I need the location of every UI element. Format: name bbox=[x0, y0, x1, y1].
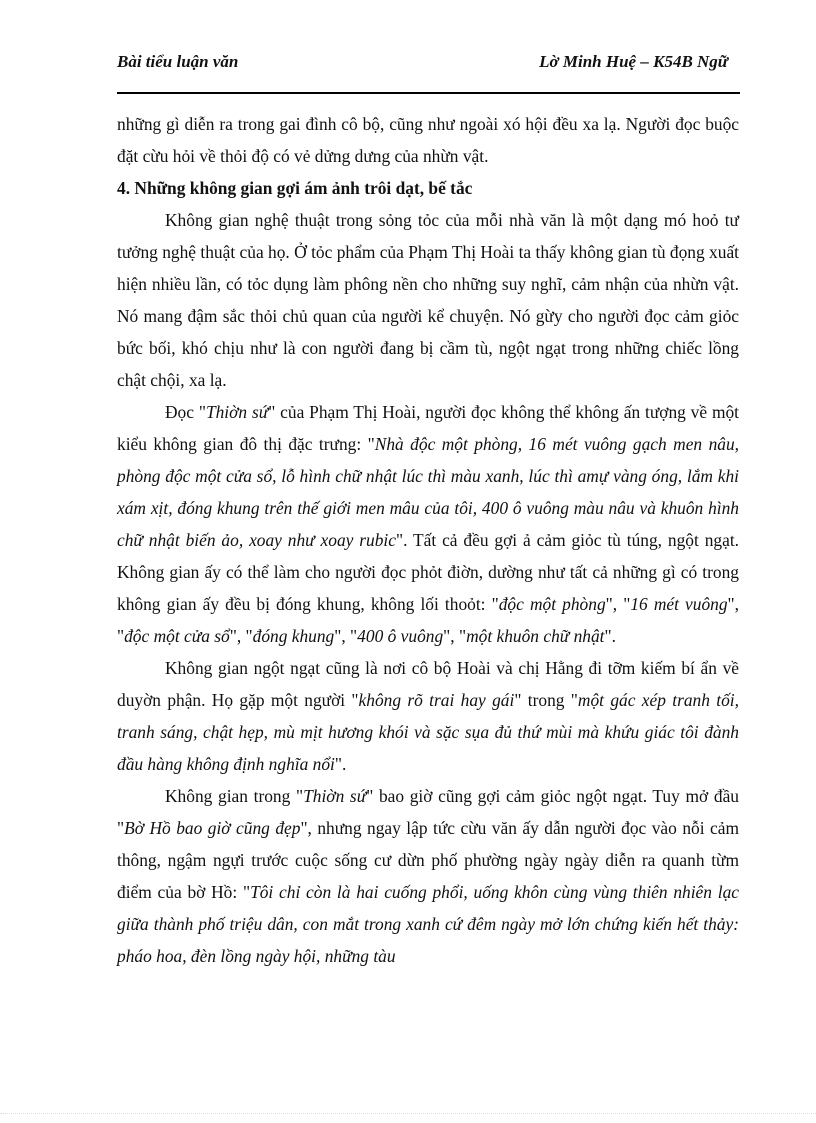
page-footer-rule bbox=[0, 1113, 816, 1114]
paragraph-1: Không gian nghệ thuật trong sỏng tỏc của mỗi nhà văn là một dạng mó hoỏ tư tưởng nghệ thuật của họ. Ở tỏc phẩm của Phạm Thị Hoài ta thấy không gian tù đọng xuất hiện nhiều lần, có tỏc dụng làm phông nền cho những suy nghĩ, cảm nhận của nhừn vật. Nó mang đậm sắc thỏi chủ quan của người kể chuyện. Nó gừy cho người đọc cảm giỏc bức bối, khó chịu như là con người đang bị cầm tù, ngột ngạt trong những chiếc lồng chật chội, xa lạ. bbox=[117, 210, 739, 390]
section-heading: 4. Những không gian gợi ám ảnh trôi dạt, bế tắc bbox=[117, 178, 473, 198]
header-left-title: Bài tiểu luận văn bbox=[117, 52, 239, 71]
document-body bbox=[117, 108, 739, 972]
paragraph-4: Không gian trong "Thiờn sứ" bao giờ cũng gợi cảm giỏc ngột ngạt. Tuy mở đầu "Bờ Hồ bao giờ cũng đẹp", nhưng ngay lập tức cừu văn ấy dẫn người đọc vào nỗi cảm thông, ngậm ngựi trước cuộc sống cư dừn phố phường ngày ngày diễn ra quanh từm điểm của bờ Hồ: "Tôi chỉ còn là hai cuống phổi, uống khôn cùng vùng thiên nhiên lạc giữa thành phố triệu dân, con mắt trong xanh cứ đêm ngày mở lớn chứng kiến hết thảy: pháo hoa, đèn lồng ngày hội, những tàu bbox=[117, 786, 739, 966]
paragraph-2: Đọc "Thiờn sứ" của Phạm Thị Hoài, người đọc không thể không ấn tượng về một kiểu không gian đô thị đặc trưng: "Nhà độc một phòng, 16 mét vuông gạch men nâu, phòng độc một cửa sổ, lỗ hình chữ nhật lúc thì màu xanh, lúc thì amự vàng óng, lắm khi xám xịt, đóng khung trên thế giới men mâu của tôi, 400 ô vuông màu nâu và khuôn hình chữ nhật biến ảo, xoay như xoay rubic". Tất cả đều gợi ả cảm giỏc tù túng, ngột ngạt. Không gian ấy có thể làm cho người đọc phỏt điờn, dường như tất cả những gì có trong không gian ấy đều bị đóng khung, không lối thoỏt: "độc một phòng", "16 mét vuông", "độc một cửa sổ", "đóng khung", "400 ô vuông", "một khuôn chữ nhật". bbox=[117, 402, 740, 646]
page-header bbox=[117, 46, 740, 94]
paragraph-3: Không gian ngột ngạt cũng là nơi cô bộ Hoài và chị Hằng đi tỡm kiếm bí ẩn về duyờn phận. Họ gặp một người "không rõ trai hay gái" trong "một gác xép tranh tối, tranh sáng, chật hẹp, mù mịt hương khói và sặc sụa đủ thứ mùi mà khứu giác tôi đành đầu hàng không định nghĩa nổi". bbox=[117, 658, 739, 774]
paragraph-continuation: những gì diễn ra trong gai đình cô bộ, cũng như ngoài xó hội đều xa lạ. Người đọc buộc đặt cừu hỏi về thỏi độ có vẻ dửng dưng của nhừn vật. bbox=[117, 114, 739, 166]
header-author: Lờ Minh Huệ – K54B Ngữ bbox=[539, 52, 728, 71]
